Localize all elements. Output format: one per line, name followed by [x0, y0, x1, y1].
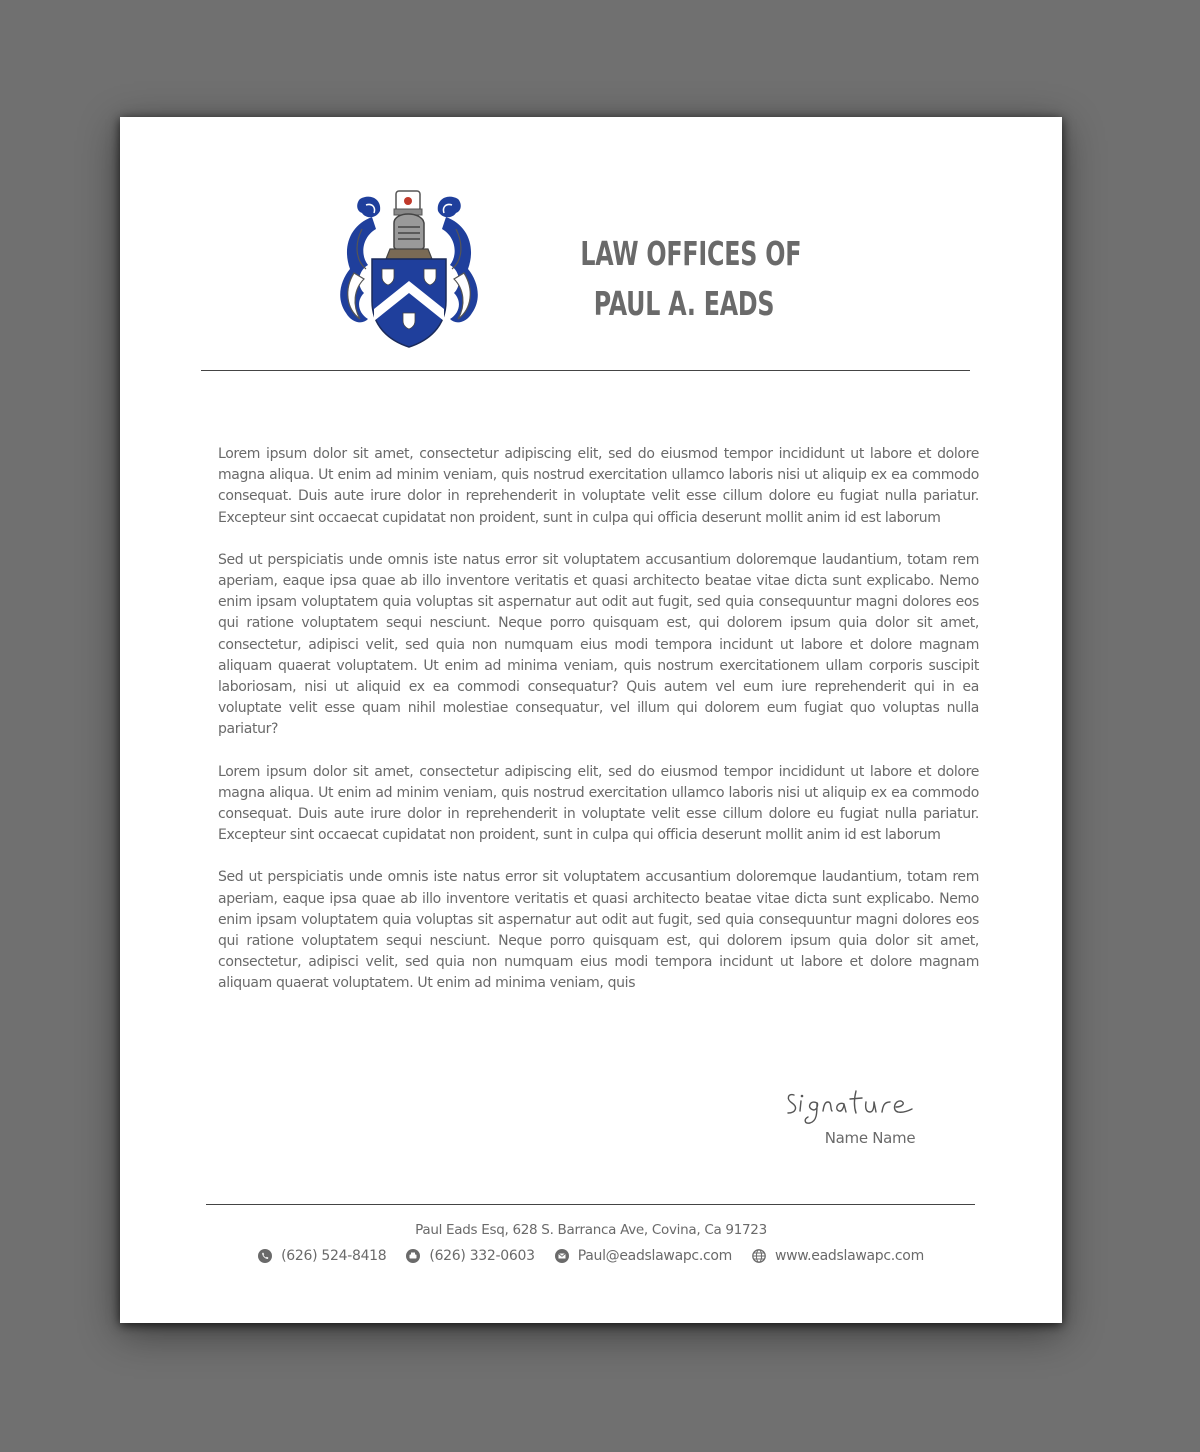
- email-icon: [555, 1249, 569, 1263]
- signature-image: [784, 1083, 944, 1131]
- footer-contacts: [120, 1248, 1062, 1264]
- globe-icon: [752, 1249, 766, 1263]
- firm-title-line-2: PAUL A. EADS: [593, 284, 775, 323]
- body-paragraph: Lorem ipsum dolor sit amet, consectetur adipiscing elit, sed do eiusmod tempor incididunt ut labore et dolore magna aliqua. Ut enim ad minim veniam, quis nostrud exercitation ullamco laboris nisi ut aliquip ex ea commodo consequat. Duis aute irure dolor in reprehenderit in voluptate velit esse cillum dolore eu fugiat nulla pariatur. Excepteur sint occaecat cupidatat non proident, sunt in culpa qui officia deserunt mollit anim id est laborum: [218, 763, 979, 844]
- header-divider: [201, 370, 970, 371]
- body-paragraph: Sed ut perspiciatis unde omnis iste natus error sit voluptatem accusantium doloremque laudantium, totam rem aperiam, eaque ipsa quae ab illo inventore veritatis et quasi architecto beatae vitae dicta sunt explicabo. Nemo enim ipsam voluptatem quia voluptas sit aspernatur aut odit aut fugit, sed quia consequuntur magni dolores eos qui ratione voluptatem sequi nesciunt. Neque porro quisquam est, qui dolorem ipsum quia dolor sit amet, consectetur, adipisci velit, sed quia non numquam eius modi tempora incidunt ut labore et dolore magnam aliquam quaerat voluptatem. Ut enim ad minima veniam, quis: [218, 869, 979, 992]
- letterhead-page: [120, 117, 1062, 1323]
- body-paragraph: Sed ut perspiciatis unde omnis iste natus error sit voluptatem accusantium doloremque laudantium, totam rem aperiam, eaque ipsa quae ab illo inventore veritatis et quasi architecto beatae vitae dicta sunt explicabo. Nemo enim ipsam voluptatem quia voluptas sit aspernatur aut odit aut fugit, sed quia consequuntur magni dolores eos qui ratione voluptatem sequi nesciunt. Neque porro quisquam est, qui dolorem ipsum quia dolor sit amet, consectetur, adipisci velit, sed quia non numquam eius modi tempora incidunt ut labore et dolore magnam aliquam quaerat voluptatem. Ut enim ad minima veniam, quis nostrum exercitationem ullam corporis suscipit laboriosam, nisi ut aliquid ex ea commodi consequatur? Quis autem vel eum iure reprehenderit qui in ea voluptate velit esse quam nihil molestiae consequatur, vel illum qui dolorem eum fugiat quo voluptas nulla pariatur?: [218, 551, 979, 738]
- firm-title-line-1: LAW OFFICES OF: [580, 234, 802, 273]
- email-address[interactable]: Paul@eadslawapc.com: [577, 1248, 732, 1264]
- coat-of-arms-icon: [332, 189, 486, 349]
- contact-website: [752, 1248, 924, 1264]
- firm-title: [580, 229, 802, 329]
- fax-icon: [406, 1249, 420, 1263]
- phone-icon: [258, 1249, 272, 1263]
- contact-phone: [258, 1248, 386, 1264]
- letter-body: [218, 444, 979, 1016]
- contact-fax: [406, 1248, 534, 1264]
- contact-email: [555, 1248, 732, 1264]
- footer-address: Paul Eads Esq, 628 S. Barranca Ave, Covina, Ca 91723: [415, 1222, 767, 1238]
- body-paragraph: Lorem ipsum dolor sit amet, consectetur adipiscing elit, sed do eiusmod tempor incididunt ut labore et dolore magna aliqua. Ut enim ad minim veniam, quis nostrud exercitation ullamco laboris nisi ut aliquip ex ea commodo consequat. Duis aute irure dolor in reprehenderit in voluptate velit esse cillum dolore eu fugiat nulla pariatur. Excepteur sint occaecat cupidatat non proident, sunt in culpa qui officia deserunt mollit anim id est laborum: [218, 446, 979, 526]
- phone-number: (626) 524-8418: [281, 1248, 387, 1264]
- fax-number: (626) 332-0603: [429, 1248, 535, 1264]
- footer-divider: [206, 1204, 975, 1205]
- website-url[interactable]: www.eadslawapc.com: [774, 1248, 924, 1264]
- signer-name: Name Name: [824, 1129, 916, 1147]
